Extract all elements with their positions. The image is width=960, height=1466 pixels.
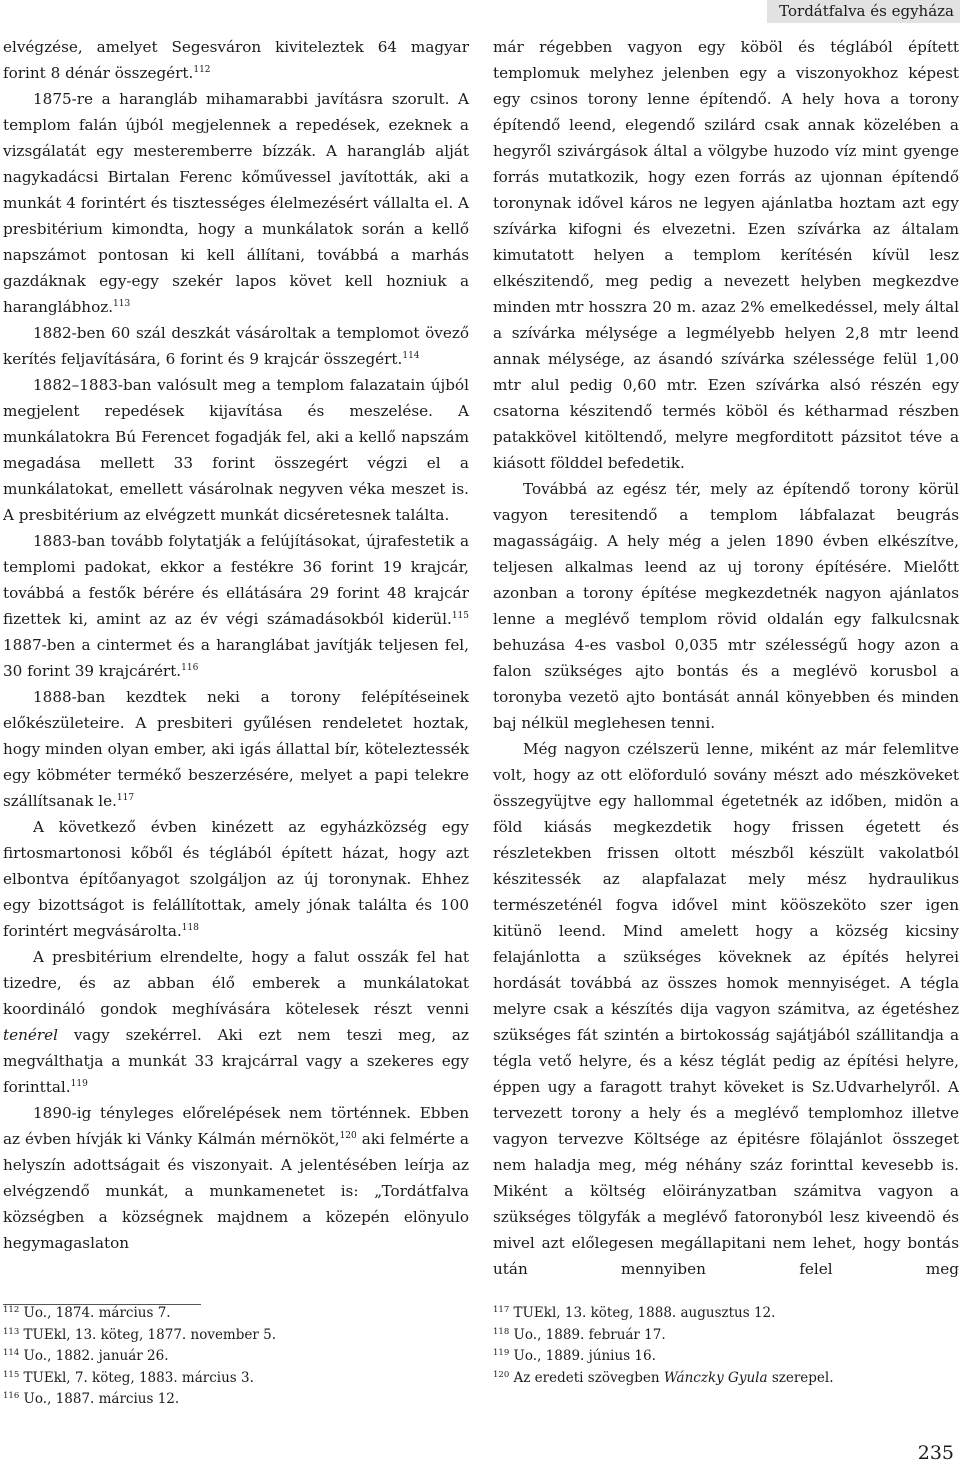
footnote-ref: 119 <box>70 1079 88 1089</box>
running-title: Tordátfalva és egyháza <box>779 2 954 20</box>
paragraph-text: 1888-ban kezdtek neki a torony felépítéseinek előkészületeire. A presbiteri gyűlésen rendeletet hoztak, hogy minden olyan ember, aki igás állattal bír, köteleztessék egy köbméter termékő beszerzésére, melyet a papi telekre szállítsanak le. <box>3 688 469 810</box>
paragraph <box>493 476 959 736</box>
footnotes-left <box>3 1303 469 1411</box>
footnote-ref: 117 <box>116 793 135 803</box>
paragraph-text: Továbbá az egész tér, mely az építendő torony körül vagyon teresitendő a templom lábfalazat beugrás magasságáig. A hely még a jelen 1890 évben elkészítve, teljesen alkalmas leend az uj torony építésére. Mielőtt azonban a torony építése megkezdetnék nagyon ajánlatos lenne a meglévő templom rövid oldalán egy falkulcsnak behuzása 4-es vasbol 0,035 mtr szélességű hogy azon a falon szükséges ajto bontás és a meglévö korusbol a toronyba vezetö ajto bontását annál könyebben és minden baj nélkül meglehesen tenni. <box>493 480 959 732</box>
footnote-text: TUEkl, 13. köteg, 1877. november 5. <box>23 1326 276 1343</box>
footnote-italic-name: Wánczky Gyula <box>663 1369 768 1386</box>
footnote <box>3 1325 469 1347</box>
paragraph-text: vagy szekérrel. Aki ezt nem teszi meg, az megválthatja a munkát 33 krajcárral vagy a szekeres egy forinttal. <box>3 1026 469 1096</box>
footnote <box>3 1368 469 1390</box>
left-column <box>3 34 469 1256</box>
footnote-number: 113 <box>3 1326 20 1337</box>
running-header <box>767 0 960 23</box>
footnote-ref: 114 <box>402 351 420 361</box>
paragraph-text: 1887-ben a cintermet és a haranglábat javítják teljesen fel, 30 forint 39 krajcárért. <box>3 636 469 680</box>
footnote-number: 114 <box>3 1348 20 1358</box>
footnote <box>493 1325 959 1347</box>
footnote <box>493 1303 959 1325</box>
footnote <box>493 1346 959 1368</box>
footnote <box>3 1303 469 1325</box>
footnote-ref: 113 <box>113 299 131 309</box>
paragraph <box>493 736 959 1282</box>
paragraph-text: már régebben vagyon egy köböl és téglából épített templomuk melyhez jelenben egy a viszonyokhoz képest egy csinos torony lenne építendő. A hely hova a torony építendő leend, elegendő szilárd csak annak közelében a hegyről szivárgások által a völgybe huzodo víz mint gyenge forrás mutatkozik, hogy ezen forrás az ujonnan építendő toronynak idővel káros ne legyen ajánlatba hoztam azt egy szívárka kifogni és elvezetni. Ezen szívárka az általam kimutatott helyen a templom kerítésén kívül lesz elkészitendő, meg pedig a nevezett helyben megkezdve minden mtr hosszra 20 m. azaz 2% emelkedéssel, mely által a szívárka mélysége a legmélyebb helyen 2,8 mtr leend annak mélysége, az ásandó szívárka szélessége felül 1,00 mtr alul pedig 0,60 mtr. Ezen szívárka alsó részén egy csatorna készitendő termés köböl és kétharmad részben patakkövel kitöltendő, melyre megforditott pázsitot téve a kiásott földdel befedetik. <box>493 38 959 472</box>
paragraph-text: aki felmérte a helyszín adottságait és viszonyait. A jelentésében leírja az elvégzendő munkát, a munkamenetet is: „Tordátfalva községben a községnek majdnem a közepén elönyulo hegymagaslaton <box>3 1130 469 1252</box>
footnote-number: 119 <box>493 1348 510 1358</box>
footnote-text: Uo., 1889. február 17. <box>513 1326 666 1343</box>
page-number: 235 <box>917 1442 954 1464</box>
paragraph <box>3 528 469 684</box>
footnote-text: szerepel. <box>767 1369 834 1386</box>
paragraph <box>3 320 469 372</box>
paragraph-text: 1890-ig tényleges előrelépések nem történnek. Ebben az évben hívják ki Vánky Kálmán mérnököt, <box>3 1104 469 1148</box>
paragraph-text: 1875-re a harangláb mihamarabbi javításra szorult. A templom falán újból megjelennek a repedések, ezeknek a vizsgálatát egy mesteremberre bízzák. A harangláb alját nagykadácsi Birtalan Ferenc kőművessel javították, aki a munkát 4 forintért és tisztességes élelmezésért vállalta el. A presbitérium kimondta, hogy a munkálatok során a kellő napszámot pontosan ki kell állítani, továbbá a marhás gazdáknak egy-egy szekér lapos követ kell hozniuk a haranglábhoz. <box>3 90 469 316</box>
footnote <box>493 1368 959 1390</box>
footnote-number: 118 <box>493 1326 510 1337</box>
footnotes-right <box>493 1303 959 1389</box>
footnote-number: 117 <box>493 1305 510 1315</box>
paragraph <box>3 372 469 528</box>
footnote-ref: 118 <box>181 923 199 933</box>
footnote-number: 115 <box>3 1369 20 1380</box>
footnote-text: Az eredeti szövegben <box>513 1369 664 1386</box>
paragraph-text: 1882-ben 60 szál deszkát vásároltak a templomot övező kerítés feljavítására, 6 forint és 9 krajcár összegért. <box>3 324 469 368</box>
paragraph-text: A következő évben kinézett az egyházközség egy firtosmartonosi kőből és téglából épített házat, hogy azt elbontva építőanyagot szolgáljon az új toronynak. Ehhez egy bizottságot is felállítottak, amely jónak találta és 100 forintért megvásárolta. <box>3 818 469 940</box>
footnote-text: Uo., 1887. március 12. <box>23 1391 180 1407</box>
italic-word: tenérel <box>3 1026 58 1044</box>
footnote-ref: 120 <box>339 1131 357 1141</box>
footnote-text: Uo., 1889. június 16. <box>513 1348 656 1364</box>
paragraph <box>3 34 469 86</box>
footnote <box>3 1346 469 1368</box>
paragraph-text: 1883-ban tovább folytatják a felújításokat, újrafestetik a templomi padokat, ekkor a festékre 36 forint 19 krajcár, továbbá a festők bérére és ellátására 29 forint 48 krajcár fizettek ki, amint az az év végi számadásokból kiderül. <box>3 532 469 628</box>
paragraph <box>3 814 469 944</box>
footnote-text: TUEkl, 13. köteg, 1888. augusztus 12. <box>513 1305 776 1321</box>
paragraph <box>3 944 469 1100</box>
paragraph <box>3 1100 469 1256</box>
footnote-text: Uo., 1874. március 7. <box>23 1305 171 1321</box>
paragraph-text: elvégzése, amelyet Segesváron kiviteleztek 64 magyar forint 8 dénár összegért. <box>3 38 469 82</box>
footnote-number: 112 <box>3 1305 20 1315</box>
right-column <box>493 34 959 1282</box>
paragraph-text: Még nagyon czélszerü lenne, miként az már felemlitve volt, hogy az ott elöforduló sovány mészt ado mészköveket összegyüjtve egy hallommal égetetnék az időben, midön a föld kiásás megkezdetik hogy frissen égetett és részletekben frissen oltott mészből készült vakolatból készitessék az alapfalazat mely mész hydraulikus természeténél fogva idővel mint kööszeköto szer igen kitünö leend. Mind amelett hogy a község kicsiny felajánlotta a szükséges köveknek az építés helyrei hordását továbbá az összes homok mennyiséget. A tégla melyre csak a készítés dija vagyon számitva, az égetéshez szükséges fát szintén a birtokosság sajátjából szállitandja a tégla vető helyre, és a kész téglát pedig az építési helyre, éppen ugy a faragott trahyt köveket is Sz.Udvarhelyről. A tervezett torony a hely és a meglévő templomhoz illetve vagyon tervezve Költsége az épitésre fölajánlot összeget nem haladja meg, még néhány száz forinttal kevesebb is. Miként a költség elöirányzatban számitva vagyon a szükséges tölgyfák a meglévő fatoronyból lesz kiveendö és mivel azt előlegesen megállapitani nem lehet, hogy bontás után mennyiben felel meg <box>493 740 959 1278</box>
footnote-text: TUEkl, 7. köteg, 1883. március 3. <box>23 1369 254 1386</box>
paragraph-text: A presbitérium elrendelte, hogy a falut osszák fel hat tizedre, és az abban élő emberek a munkálatokat koordináló gondok meghívására kötelesek részt venni <box>3 948 469 1018</box>
footnote-number: 120 <box>493 1369 510 1380</box>
footnote-ref: 115 <box>451 611 469 621</box>
paragraph <box>493 34 959 476</box>
paragraph <box>3 86 469 320</box>
footnote-ref: 116 <box>181 663 199 673</box>
footnote-number: 116 <box>3 1391 20 1401</box>
footnote-text: Uo., 1882. január 26. <box>23 1348 169 1364</box>
footnote <box>3 1389 469 1411</box>
paragraph <box>3 684 469 814</box>
footnote-ref: 112 <box>193 65 211 75</box>
paragraph-text: 1882–1883-ban valósult meg a templom falazatain újból megjelent repedések kijavítása és meszelése. A munkálatokra Bú Ferencet fogadják fel, aki a kellő napszám megadása mellett 33 forint összegért végzi el a munkálatokat, emellett vásárolnak negyven véka meszet is. A presbitérium az elvégzett munkát dicséretesnek találta. <box>3 376 469 524</box>
